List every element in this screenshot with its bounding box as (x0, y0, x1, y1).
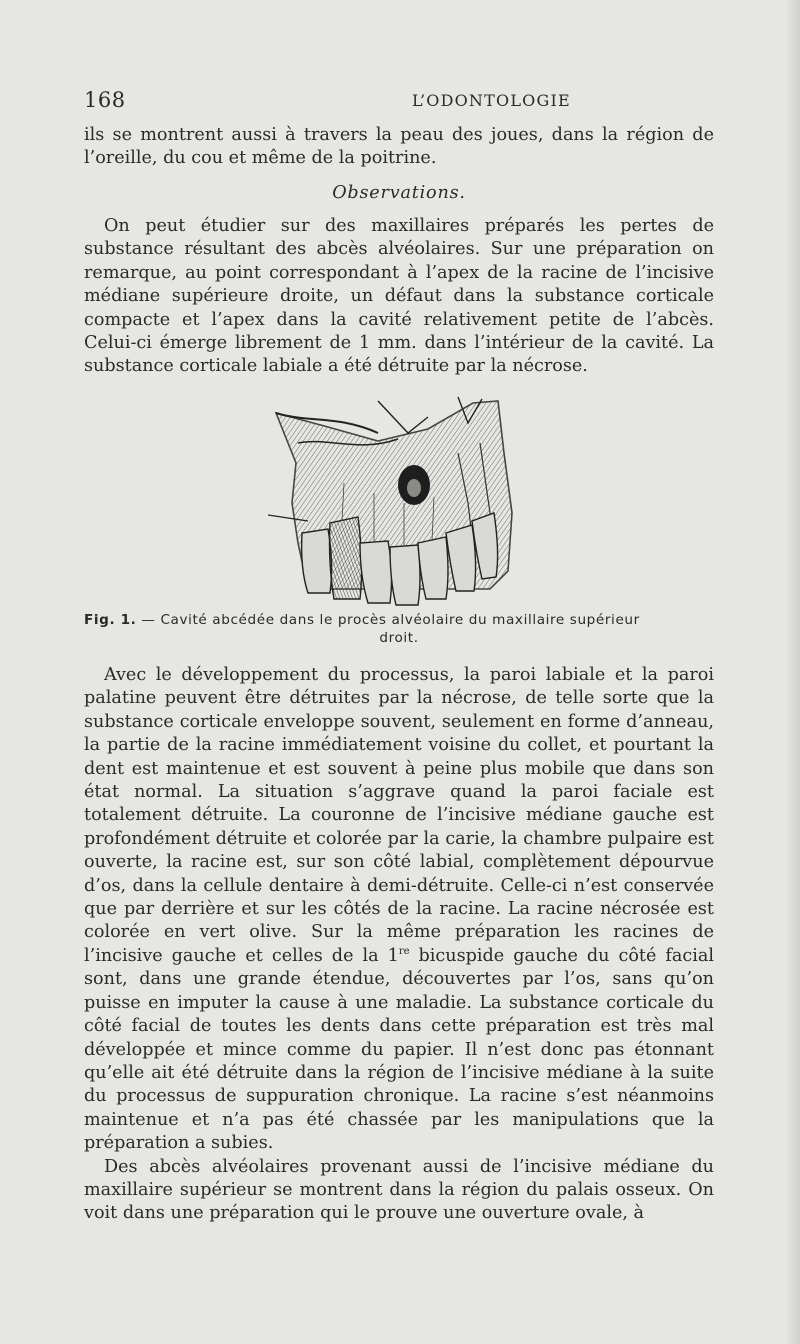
paragraph-1: On peut étudier sur des maxillaires préparés les pertes de substance résultant des abcès alvéolaires. Sur une préparation on remarque, au point correspondant à l’apex de la racine de l’incisive médiane supérieure droite, un défaut dans la substance corticale compacte et l’apex dans la cavité relativement petite de l’abcès. Celui-ci émerge librement de 1 mm. dans l’intérieur de la cavité. La substance corticale labiale a été détruite par la nécrose. (84, 216, 714, 377)
paragraph-2-part-1: Avec le développement du processus, la paroi labiale et la paroi palatine peuvent être détruites par la nécrose, de telle sorte que la substance corticale enveloppe souvent, seulement en forme d’anneau, la partie de la racine immédiatement voisine du collet, et pourtant la dent est maintenue et est souvent à peine plus mobile que dans son état normal. La situation s’aggrave quand la paroi faciale est totalement détruite. La couronne de l’incisive médiane gauche est profondément détruite et colorée par la carie, la chambre pulpaire est ouverte, la racine est, sur son côté labial, complètement dépourvue d’os, dans la cellule dentaire à demi-détruite. Celle-ci n’est conservée que par derrière et sur les côtés de la racine. La racine nécrosée est colorée en vert olive. Sur la même préparation les racines de l’incisive gauche et celles de la 1 (84, 665, 714, 966)
caption-label: Fig. 1. (84, 612, 137, 628)
ordinal-superscript: re (398, 946, 410, 958)
figure-maxilla-illustration (268, 393, 518, 607)
section-heading: Observations. (332, 183, 466, 203)
caption-line-2: droit. (379, 630, 419, 646)
paragraph-3: Des abcès alvéolaires provenant aussi de l’incisive médiane du maxillaire supérieur se montrent dans la région du palais osseux. On voit dans une préparation qui le prouve une ouverture ovale, à (84, 1156, 714, 1224)
caption-line-1: Cavité abcédée dans le procès alvéolaire du maxillaire supérieur (160, 612, 640, 628)
intro-text (84, 124, 714, 171)
figure-caption (84, 611, 714, 647)
caption-dash: — (136, 612, 161, 628)
paragraph-2 (84, 664, 714, 1156)
observation-text (84, 215, 714, 379)
page-header (84, 88, 714, 114)
running-head: L’ODONTOLOGIE (412, 91, 571, 110)
intro-paragraph: ils se montrent aussi à travers la peau des joues, dans la région de l’oreille, du cou et même de la poitrine. (84, 125, 714, 169)
maxilla-engraving (268, 393, 518, 607)
page-number: 168 (84, 88, 126, 112)
page-edge (786, 0, 800, 1344)
main-text (84, 664, 714, 1226)
paragraph-2-part-2: bicuspide gauche du côté facial sont, dans une grande étendue, découvertes par l’os, sans qu’on puisse en imputer la cause à une maladie. La substance corticale du côté facial de toutes les dents dans cette préparation est très mal développée et mince comme du papier. Il n’est donc pas étonnant qu’elle ait été détruite dans la région de l’incisive médiane à la suite du processus de suppuration chronique. La racine s’est néanmoins maintenue et n’a pas été chassée par les manipulations que la préparation a subies. (84, 945, 715, 1154)
